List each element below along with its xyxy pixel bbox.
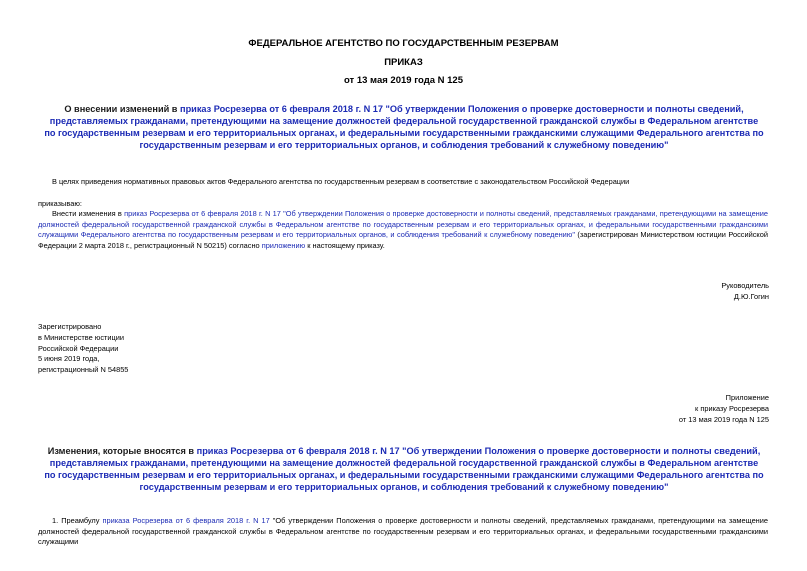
document-type: ПРИКАЗ	[384, 57, 423, 68]
preamble-text: В целях приведения нормативных правовых актов Федерального агентства по государственным резервам в соответствие с законодательством Российской Федерации	[52, 177, 630, 186]
appendix-line: Приложение	[725, 393, 769, 402]
changes-title-prefix: Изменения, которые вносятся в	[47, 446, 197, 456]
order-title-prefix: О внесении изменений в	[64, 104, 181, 114]
appendix-link[interactable]: приложению	[261, 241, 306, 251]
main-paragraph-start: Внести изменения в	[52, 209, 125, 218]
agency-heading: ФЕДЕРАЛЬНОЕ АГЕНТСТВО ПО ГОСУДАРСТВЕННЫМ РЕЗЕРВАМ	[248, 38, 559, 49]
main-paragraph-end: к настоящему приказу.	[305, 241, 385, 251]
main-paragraph	[38, 209, 768, 252]
item-1-order-link[interactable]: приказа Росрезерва от 6 февраля 2018 г. N 17	[102, 516, 270, 525]
order-date-number: от 13 мая 2019 года N 125	[343, 75, 464, 86]
item-1-paragraph	[38, 516, 768, 548]
order-word: приказываю:	[38, 199, 82, 208]
registration-line: Зарегистрировано	[38, 322, 102, 331]
appendix-line: от 13 мая 2019 года N 125	[678, 415, 769, 424]
item-1-start: 1. Преамбулу	[52, 516, 103, 525]
registration-line: Российской Федерации	[38, 343, 119, 353]
order-title	[44, 103, 764, 151]
registration-line: регистрационный N 54855	[38, 365, 129, 375]
appendix-line: к приказу Росрезерва	[695, 404, 769, 413]
signature-name: Д.Ю.Гогин	[733, 292, 769, 301]
appendix-block	[679, 392, 769, 425]
item-1-rest: "Об утверждении Положения о проверке достоверности и полноты сведений, представляемых гражданами, претендующими на замещение должностей федеральной государственной гражданской службы в Федеральном агентстве по государственным резервам и его территориальных органах, и федеральными государственными гражданскими служащими	[38, 516, 768, 547]
order-title-link[interactable]: приказ Росрезерва от 6 февраля 2018 г. N 17 "Об утверждении Положения о проверке достоверности и полноты сведений, представляемых гражданами, претендующими на замещение должностей федеральной государственной гражданской службы в Федеральном агентстве по государственным резервам и его территориальных органах, и федеральными государственными гражданскими служащими Федерального агентства по государственным резервам и его территориальных органов, и соблюдения требований к служебному поведению"	[44, 104, 764, 150]
main-paragraph-middle: (зарегистрирован Министерством юстиции Российской Федерации 2 марта 2018 г., регистрационный N 50215) согласно	[38, 230, 768, 251]
amended-order-link[interactable]: приказ Росрезерва от 6 февраля 2018 г. N 17 "Об утверждении Положения о проверке достоверности и полноты сведений, представляемых гражданами, претендующими на замещение должностей федеральной государственной гражданской службы в Федеральном агентстве по государственным резервам и его территориальных органах, и федеральными государственными гражданскими служащими Федерального агентства по государственным резервам и его территориальных органов, и соблюдения требований к служебному поведению"	[38, 209, 768, 240]
registration-line: 5 июня 2019 года,	[38, 354, 100, 364]
registration-line: в Министерстве юстиции	[38, 332, 125, 342]
signature-position: Руководитель	[721, 281, 769, 290]
registration-block	[38, 322, 128, 376]
changes-title-link[interactable]: приказ Росрезерва от 6 февраля 2018 г. N 17 "Об утверждении Положения о проверке достоверности и полноты сведений, представляемых гражданами, претендующими на замещение должностей федеральной государственной гражданской службы в Федеральном агентстве по государственным резервам и его территориальных органах, и федеральными государственными гражданскими служащими Федерального агентства по государственным резервам и его территориальных органов, и соблюдения требований к служебному поведению"	[44, 446, 764, 492]
changes-title	[44, 445, 764, 493]
signature-block	[721, 280, 769, 302]
